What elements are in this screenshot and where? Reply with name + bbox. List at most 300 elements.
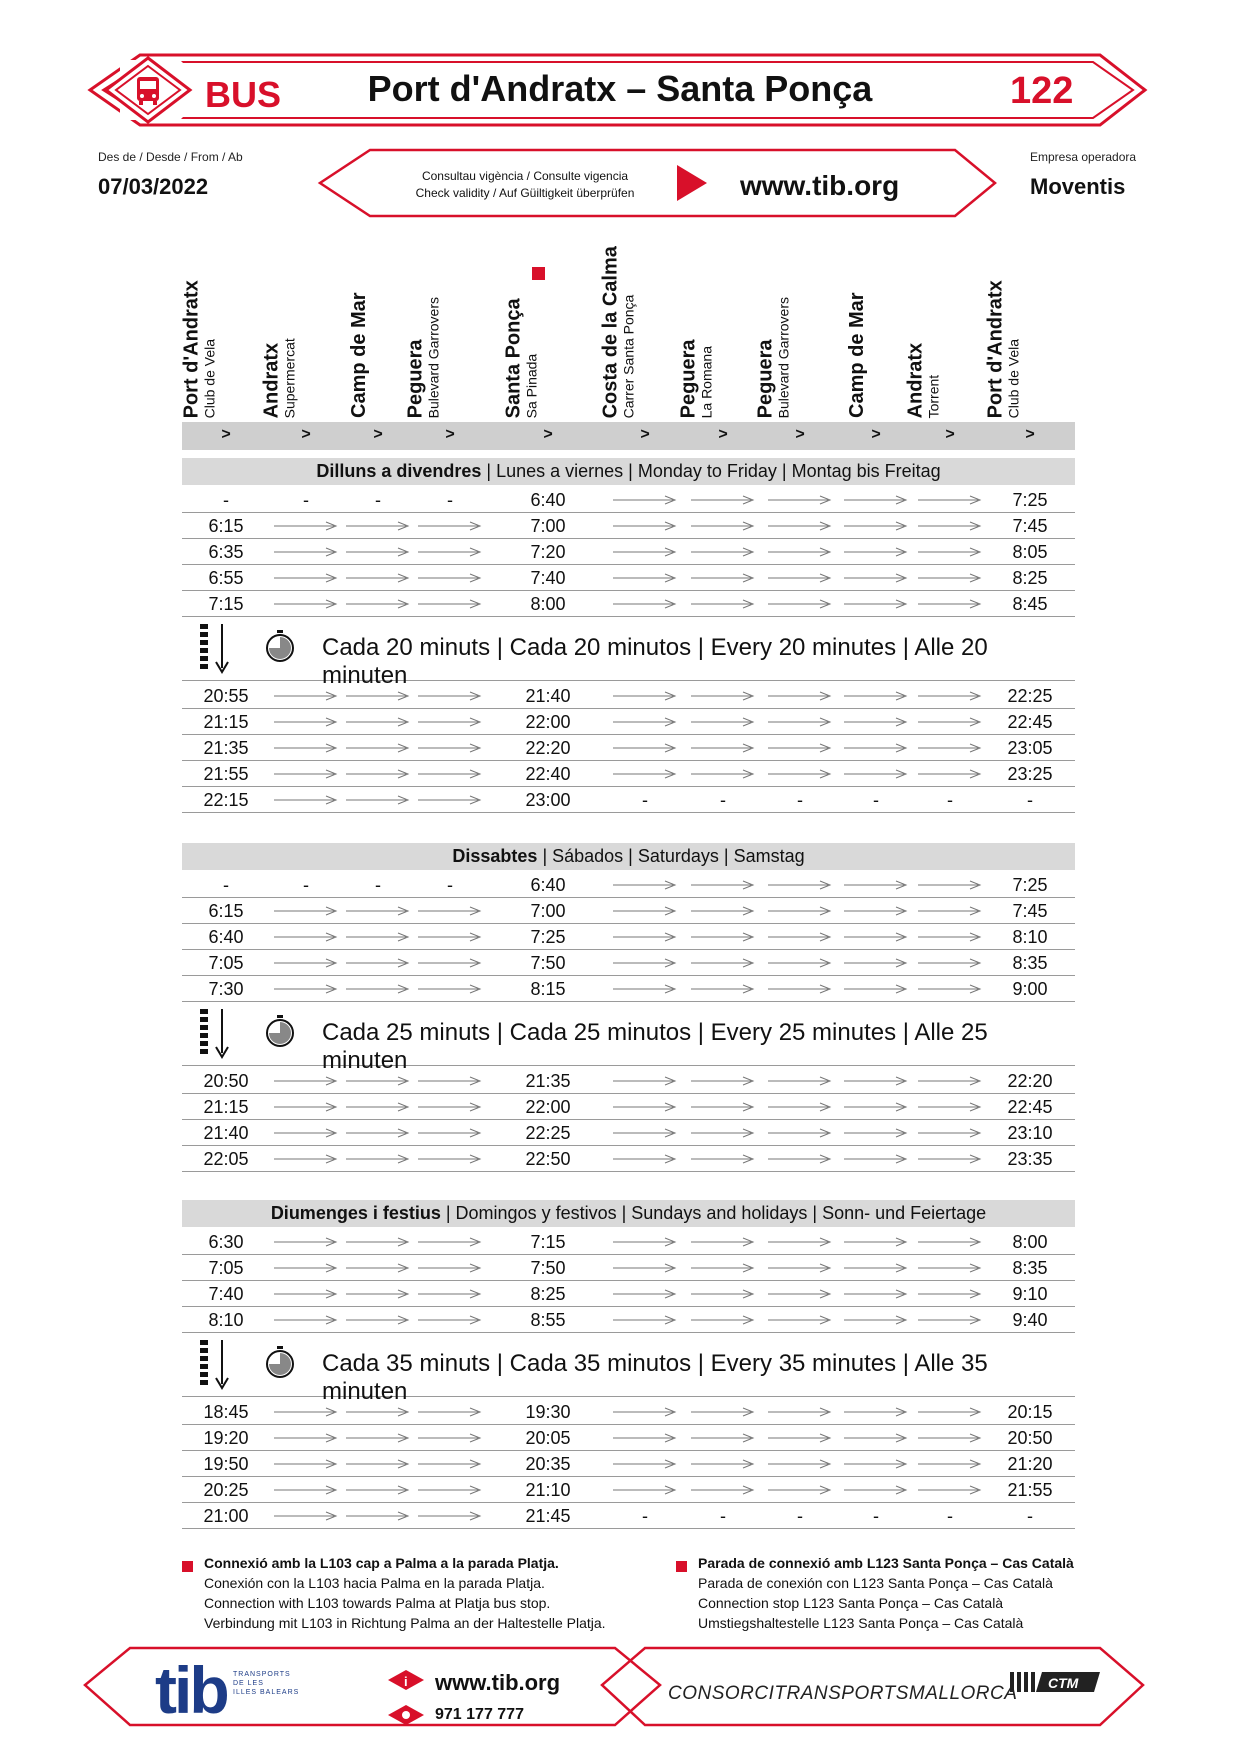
- time-cell: 8:45: [1012, 594, 1048, 614]
- frequency-row: [182, 1002, 1075, 1074]
- pass-through-arrow-icon: [274, 1128, 338, 1138]
- time-cell: -: [303, 875, 309, 895]
- pass-through-arrow-icon: [691, 1102, 755, 1112]
- pass-through-arrow-icon: [844, 1076, 908, 1086]
- pass-through-arrow-icon: [918, 1102, 982, 1112]
- table-row: [182, 735, 1075, 761]
- table-row: [182, 950, 1075, 976]
- pass-through-arrow-icon: [274, 691, 338, 701]
- footer-phone[interactable]: 971 177 777: [435, 1706, 524, 1723]
- pass-through-arrow-icon: [418, 599, 482, 609]
- pass-through-arrow-icon: [346, 1263, 410, 1273]
- time-cell: 22:45: [1007, 1097, 1053, 1117]
- pass-through-arrow-icon: [418, 521, 482, 531]
- time-cell: -: [873, 1506, 879, 1526]
- pass-through-arrow-icon: [418, 984, 482, 994]
- footer-url[interactable]: www.tib.org: [435, 1670, 561, 1695]
- time-cell: 6:35: [208, 542, 244, 562]
- pass-through-arrow-icon: [768, 1407, 832, 1417]
- bus-label: BUS: [205, 74, 282, 115]
- time-cell: -: [447, 490, 453, 510]
- table-row: [182, 709, 1075, 735]
- pass-through-arrow-icon: [274, 769, 338, 779]
- stop-name: Peguera: [677, 339, 700, 418]
- pass-through-arrow-icon: [844, 521, 908, 531]
- pass-through-arrow-icon: [691, 932, 755, 942]
- stop-label: [985, 280, 1022, 418]
- time-cell: 21:40: [203, 1123, 249, 1143]
- direction-marker: >: [221, 426, 231, 443]
- pass-through-arrow-icon: [691, 1289, 755, 1299]
- pass-through-arrow-icon: [613, 1433, 677, 1443]
- stop-name: Andratx: [904, 342, 927, 418]
- pass-through-arrow-icon: [768, 573, 832, 583]
- time-cell: 23:10: [1007, 1123, 1053, 1143]
- pass-through-arrow-icon: [346, 691, 410, 701]
- pass-through-arrow-icon: [844, 1433, 908, 1443]
- pass-through-arrow-icon: [918, 743, 982, 753]
- pass-through-arrow-icon: [274, 958, 338, 968]
- pass-through-arrow-icon: [346, 573, 410, 583]
- time-cell: 6:40: [208, 927, 244, 947]
- pass-through-arrow-icon: [346, 521, 410, 531]
- pass-through-arrow-icon: [613, 1154, 677, 1164]
- time-cell: -: [375, 490, 381, 510]
- tib-sub-line: TRANSPORTS: [233, 1671, 291, 1678]
- pass-through-arrow-icon: [918, 1289, 982, 1299]
- pass-through-arrow-icon: [918, 547, 982, 557]
- table-row: [182, 1094, 1075, 1120]
- table-row: [182, 1068, 1075, 1094]
- pass-through-arrow-icon: [768, 932, 832, 942]
- stop-label: [261, 338, 298, 418]
- pass-through-arrow-icon: [691, 1128, 755, 1138]
- direction-marker: >: [543, 426, 553, 443]
- pass-through-arrow-icon: [844, 769, 908, 779]
- pass-through-arrow-icon: [918, 906, 982, 916]
- pass-through-arrow-icon: [346, 932, 410, 942]
- tib-subtitle: [233, 1670, 299, 1697]
- pass-through-arrow-icon: [768, 691, 832, 701]
- direction-marker: >: [301, 426, 311, 443]
- time-cell: 8:00: [530, 594, 566, 614]
- time-cell: 22:25: [525, 1123, 571, 1143]
- table-row: [182, 487, 1075, 513]
- pass-through-arrow-icon: [613, 1263, 677, 1273]
- day-type-header: [182, 1200, 1075, 1227]
- pass-through-arrow-icon: [918, 521, 982, 531]
- pass-through-arrow-icon: [346, 1433, 410, 1443]
- pass-through-arrow-icon: [768, 1237, 832, 1247]
- pass-through-arrow-icon: [844, 691, 908, 701]
- time-cell: 6:15: [208, 901, 244, 921]
- pass-through-arrow-icon: [613, 1407, 677, 1417]
- day-type-title: Diumenges i festius: [270, 1203, 441, 1223]
- pass-through-arrow-icon: [346, 1459, 410, 1469]
- table-row: [182, 924, 1075, 950]
- direction-marker: >: [795, 426, 805, 443]
- time-cell: 6:40: [530, 490, 566, 510]
- tib-logo: tib: [155, 1653, 227, 1727]
- operator-label: Empresa operadora: [1030, 150, 1137, 164]
- pass-through-arrow-icon: [418, 1263, 482, 1273]
- time-cell: 8:05: [1012, 542, 1048, 562]
- stop-name: Camp de Mar: [348, 292, 370, 418]
- stopwatch-icon: [267, 1346, 293, 1377]
- pass-through-arrow-icon: [274, 1511, 338, 1521]
- tib-sub-line: ILLES BALEARS: [233, 1689, 300, 1696]
- time-cell: -: [447, 875, 453, 895]
- time-cell: 21:40: [525, 686, 571, 706]
- phone-icon: [388, 1705, 424, 1725]
- stop-name: Camp de Mar: [846, 292, 868, 418]
- time-cell: 6:30: [208, 1232, 244, 1252]
- pass-through-arrow-icon: [768, 599, 832, 609]
- time-cell: 7:05: [208, 953, 244, 973]
- note-right-line: Connection stop L123 Santa Ponça – Cas Català: [698, 1595, 1004, 1611]
- pass-through-arrow-icon: [346, 1289, 410, 1299]
- pass-through-arrow-icon: [346, 1076, 410, 1086]
- time-cell: 7:00: [530, 901, 566, 921]
- pass-through-arrow-icon: [768, 1485, 832, 1495]
- note-left: [204, 1553, 606, 1633]
- direction-marker: >: [640, 426, 650, 443]
- time-cell: 20:15: [1007, 1402, 1053, 1422]
- time-cell: -: [223, 875, 229, 895]
- day-type-title: Dissabtes: [452, 846, 538, 866]
- time-cell: 23:35: [1007, 1149, 1053, 1169]
- pass-through-arrow-icon: [918, 1433, 982, 1443]
- pass-through-arrow-icon: [613, 717, 677, 727]
- pass-through-arrow-icon: [613, 1459, 677, 1469]
- table-row: [182, 1451, 1075, 1477]
- consult-line-2: Check validity / Auf Güiltigkeit überprüfen: [415, 186, 635, 200]
- table-row: [182, 1229, 1075, 1255]
- day-type-translations: | Domingos y festivos | Sundays and holidays | Sonn- und Feiertage: [440, 1203, 987, 1223]
- pass-through-arrow-icon: [844, 958, 908, 968]
- pass-through-arrow-icon: [613, 495, 677, 505]
- pass-through-arrow-icon: [274, 1459, 338, 1469]
- pass-through-arrow-icon: [418, 1102, 482, 1112]
- pass-through-arrow-icon: [613, 599, 677, 609]
- repeat-interval-icon: [200, 622, 310, 678]
- time-cell: 19:30: [525, 1402, 571, 1422]
- play-arrow-icon: [677, 165, 707, 201]
- connection-marker-icon: [532, 267, 545, 280]
- day-type-header: [182, 458, 1075, 485]
- time-cell: 6:40: [530, 875, 566, 895]
- pass-through-arrow-icon: [346, 769, 410, 779]
- table-row: [182, 1307, 1075, 1333]
- table-row: [182, 787, 1075, 813]
- pass-through-arrow-icon: [274, 1237, 338, 1247]
- pass-through-arrow-icon: [613, 769, 677, 779]
- pass-through-arrow-icon: [768, 521, 832, 531]
- pass-through-arrow-icon: [844, 1263, 908, 1273]
- pass-through-arrow-icon: [768, 1102, 832, 1112]
- time-cell: 21:20: [1007, 1454, 1053, 1474]
- pass-through-arrow-icon: [613, 1485, 677, 1495]
- time-cell: 7:50: [530, 1258, 566, 1278]
- time-cell: 22:40: [525, 764, 571, 784]
- pass-through-arrow-icon: [346, 599, 410, 609]
- pass-through-arrow-icon: [768, 1154, 832, 1164]
- day-type-header: [182, 843, 1075, 870]
- stop-name: Port d'Andratx: [984, 279, 1007, 418]
- stop-label: [755, 297, 792, 418]
- pass-through-arrow-icon: [844, 906, 908, 916]
- pass-through-arrow-icon: [613, 521, 677, 531]
- pass-through-arrow-icon: [691, 1485, 755, 1495]
- pass-through-arrow-icon: [418, 1459, 482, 1469]
- stop-name: Costa de la Calma: [599, 245, 622, 418]
- time-cell: 20:35: [525, 1454, 571, 1474]
- pass-through-arrow-icon: [613, 984, 677, 994]
- time-cell: 8:35: [1012, 1258, 1048, 1278]
- time-cell: 20:50: [203, 1071, 249, 1091]
- pass-through-arrow-icon: [918, 1485, 982, 1495]
- note-right-line: Parada de conexión con L123 Santa Ponça – Cas Català: [698, 1575, 1053, 1591]
- pass-through-arrow-icon: [768, 769, 832, 779]
- pass-through-arrow-icon: [274, 1315, 338, 1325]
- time-cell: 7:25: [1012, 490, 1048, 510]
- validity-url[interactable]: www.tib.org: [740, 170, 900, 201]
- pass-through-arrow-icon: [613, 1289, 677, 1299]
- stop-label: [405, 297, 442, 418]
- pass-through-arrow-icon: [418, 573, 482, 583]
- pass-through-arrow-icon: [274, 1407, 338, 1417]
- pass-through-arrow-icon: [918, 1407, 982, 1417]
- repeat-interval-icon: [200, 1007, 310, 1063]
- time-cell: 7:15: [530, 1232, 566, 1252]
- pass-through-arrow-icon: [613, 743, 677, 753]
- pass-through-arrow-icon: [274, 547, 338, 557]
- pass-through-arrow-icon: [768, 1433, 832, 1443]
- pass-through-arrow-icon: [918, 1128, 982, 1138]
- pass-through-arrow-icon: [918, 769, 982, 779]
- time-cell: -: [303, 490, 309, 510]
- direction-marker: >: [718, 426, 728, 443]
- pass-through-arrow-icon: [346, 1237, 410, 1247]
- table-row: [182, 1477, 1075, 1503]
- pass-through-arrow-icon: [768, 958, 832, 968]
- pass-through-arrow-icon: [918, 1237, 982, 1247]
- table-row: [182, 539, 1075, 565]
- pass-through-arrow-icon: [918, 1459, 982, 1469]
- pass-through-arrow-icon: [844, 1315, 908, 1325]
- note-right-line: Umstiegshaltestelle L123 Santa Ponça – Cas Català: [698, 1615, 1024, 1631]
- table-row: [182, 898, 1075, 924]
- time-cell: 21:35: [203, 738, 249, 758]
- pass-through-arrow-icon: [691, 1263, 755, 1273]
- pass-through-arrow-icon: [418, 1315, 482, 1325]
- pass-through-arrow-icon: [691, 547, 755, 557]
- pass-through-arrow-icon: [691, 906, 755, 916]
- pass-through-arrow-icon: [613, 880, 677, 890]
- pass-through-arrow-icon: [918, 880, 982, 890]
- time-cell: 7:45: [1012, 901, 1048, 921]
- time-cell: 7:05: [208, 1258, 244, 1278]
- operator-name: Moventis: [1030, 174, 1126, 199]
- note-left-line: Verbindung mit L103 in Richtung Palma an der Haltestelle Platja.: [204, 1615, 606, 1631]
- time-cell: -: [873, 790, 879, 810]
- pass-through-arrow-icon: [418, 743, 482, 753]
- pass-through-arrow-icon: [918, 932, 982, 942]
- pass-through-arrow-icon: [418, 1076, 482, 1086]
- time-cell: -: [223, 490, 229, 510]
- pass-through-arrow-icon: [346, 1485, 410, 1495]
- time-cell: -: [375, 875, 381, 895]
- day-type-translations: | Lunes a viernes | Monday to Friday | Montag bis Freitag: [481, 461, 941, 481]
- frequency-text: Cada 25 minuts | Cada 25 minutos | Every 25 minutes | Alle 25 minuten: [322, 1019, 988, 1074]
- pass-through-arrow-icon: [918, 984, 982, 994]
- pass-through-arrow-icon: [768, 1128, 832, 1138]
- pass-through-arrow-icon: [346, 1315, 410, 1325]
- table-row: [182, 591, 1075, 617]
- pass-through-arrow-icon: [274, 599, 338, 609]
- time-cell: 7:25: [530, 927, 566, 947]
- note-square-icon: [182, 1561, 193, 1572]
- time-cell: -: [1027, 1506, 1033, 1526]
- frequency-text: Cada 20 minuts | Cada 20 minutos | Every 20 minutes | Alle 20 minuten: [322, 634, 988, 689]
- pass-through-arrow-icon: [346, 743, 410, 753]
- time-cell: 8:55: [530, 1310, 566, 1330]
- time-cell: 21:15: [203, 1097, 249, 1117]
- pass-through-arrow-icon: [346, 1511, 410, 1521]
- time-cell: -: [642, 790, 648, 810]
- pass-through-arrow-icon: [613, 1237, 677, 1247]
- pass-through-arrow-icon: [418, 1511, 482, 1521]
- time-cell: 21:35: [525, 1071, 571, 1091]
- pass-through-arrow-icon: [691, 880, 755, 890]
- line-number: 122: [1010, 70, 1074, 112]
- pass-through-arrow-icon: [274, 1485, 338, 1495]
- stop-sub: Supermercat: [281, 337, 298, 418]
- time-cell: 20:25: [203, 1480, 249, 1500]
- table-row: [182, 761, 1075, 787]
- pass-through-arrow-icon: [613, 932, 677, 942]
- pass-through-arrow-icon: [918, 495, 982, 505]
- pass-through-arrow-icon: [844, 984, 908, 994]
- tib-sub-line: DE LES: [233, 1680, 264, 1687]
- pass-through-arrow-icon: [918, 717, 982, 727]
- pass-through-arrow-icon: [691, 1154, 755, 1164]
- pass-through-arrow-icon: [613, 906, 677, 916]
- time-cell: 7:00: [530, 516, 566, 536]
- consult-validity: [390, 168, 660, 202]
- stop-name: Peguera: [754, 339, 777, 418]
- table-row: [182, 1146, 1075, 1172]
- time-cell: 7:40: [208, 1284, 244, 1304]
- pass-through-arrow-icon: [691, 1076, 755, 1086]
- pass-through-arrow-icon: [418, 1237, 482, 1247]
- pass-through-arrow-icon: [418, 958, 482, 968]
- pass-through-arrow-icon: [274, 1102, 338, 1112]
- pass-through-arrow-icon: [346, 1154, 410, 1164]
- pass-through-arrow-icon: [418, 932, 482, 942]
- pass-through-arrow-icon: [844, 1289, 908, 1299]
- pass-through-arrow-icon: [918, 1076, 982, 1086]
- time-cell: 8:25: [530, 1284, 566, 1304]
- time-cell: 7:25: [1012, 875, 1048, 895]
- table-row: [182, 513, 1075, 539]
- pass-through-arrow-icon: [844, 1237, 908, 1247]
- from-date: 07/03/2022: [98, 174, 209, 199]
- pass-through-arrow-icon: [691, 743, 755, 753]
- time-cell: 8:10: [1012, 927, 1048, 947]
- table-row: [182, 1399, 1075, 1425]
- time-cell: 7:45: [1012, 516, 1048, 536]
- table-row: [182, 1255, 1075, 1281]
- time-cell: 9:10: [1012, 1284, 1048, 1304]
- time-cell: 22:05: [203, 1149, 249, 1169]
- pass-through-arrow-icon: [274, 1289, 338, 1299]
- stop-label: [503, 298, 540, 418]
- table-row: [182, 1281, 1075, 1307]
- pass-through-arrow-icon: [844, 1102, 908, 1112]
- stop-sub: Club de Vela: [201, 338, 218, 418]
- pass-through-arrow-icon: [691, 1315, 755, 1325]
- pass-through-arrow-icon: [418, 769, 482, 779]
- pass-through-arrow-icon: [274, 521, 338, 531]
- stop-name: Peguera: [404, 339, 427, 418]
- table-row: [182, 872, 1075, 898]
- pass-through-arrow-icon: [844, 1128, 908, 1138]
- pass-through-arrow-icon: [613, 573, 677, 583]
- stop-label: [905, 342, 942, 418]
- table-row: [182, 683, 1075, 709]
- pass-through-arrow-icon: [346, 906, 410, 916]
- pass-through-arrow-icon: [418, 1128, 482, 1138]
- pass-through-arrow-icon: [918, 1315, 982, 1325]
- time-cell: 8:15: [530, 979, 566, 999]
- stop-label: [181, 280, 218, 418]
- pass-through-arrow-icon: [613, 1128, 677, 1138]
- time-cell: -: [947, 790, 953, 810]
- time-cell: 21:15: [203, 712, 249, 732]
- table-row: [182, 1503, 1075, 1529]
- table-row: [182, 1425, 1075, 1451]
- pass-through-arrow-icon: [844, 547, 908, 557]
- pass-through-arrow-icon: [691, 769, 755, 779]
- note-square-icon: [676, 1561, 687, 1572]
- pass-through-arrow-icon: [691, 1459, 755, 1469]
- pass-through-arrow-icon: [691, 1433, 755, 1443]
- note-right-title: Parada de connexió amb L123 Santa Ponça – Cas Català: [698, 1555, 1074, 1571]
- table-row: [182, 565, 1075, 591]
- pass-through-arrow-icon: [691, 521, 755, 531]
- pass-through-arrow-icon: [274, 1263, 338, 1273]
- time-cell: 7:20: [530, 542, 566, 562]
- pass-through-arrow-icon: [346, 1128, 410, 1138]
- pass-through-arrow-icon: [418, 1407, 482, 1417]
- stop-label: [678, 339, 715, 418]
- pass-through-arrow-icon: [613, 1076, 677, 1086]
- time-cell: -: [720, 1506, 726, 1526]
- stopwatch-icon: [267, 630, 293, 661]
- pass-through-arrow-icon: [844, 495, 908, 505]
- direction-marker: >: [1025, 426, 1035, 443]
- time-cell: 21:00: [203, 1506, 249, 1526]
- note-left-title: Connexió amb la L103 cap a Palma a la parada Platja.: [204, 1555, 559, 1571]
- consult-line-1: Consultau vigència / Consulte vigencia: [421, 169, 629, 183]
- pass-through-arrow-icon: [418, 906, 482, 916]
- time-cell: 7:15: [208, 594, 244, 614]
- pass-through-arrow-icon: [691, 958, 755, 968]
- stop-label: [846, 292, 868, 418]
- pass-through-arrow-icon: [918, 958, 982, 968]
- pass-through-arrow-icon: [918, 573, 982, 583]
